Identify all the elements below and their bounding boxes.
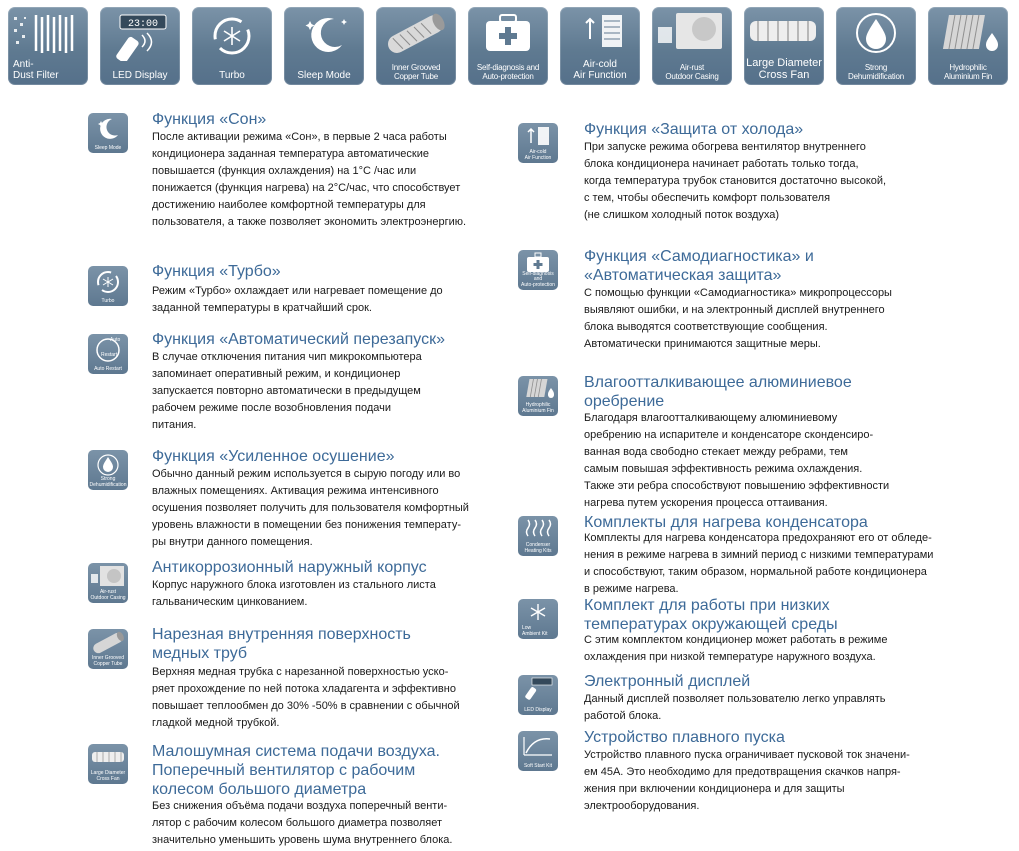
led-display-icon xyxy=(100,9,180,61)
feature-description: Верхняя медная трубка с нарезанной поверхностью уско- ряет прохождение по ней потока хладагента и эффективно повышает теплообмен до 30% -50% в сравнении с обычной гладкой медной трубкой. xyxy=(152,666,460,730)
feature-description: Комплекты для нагрева конденсатора предохраняют его от обледе- нения в режиме нагрева в зимний период с низкими температурами и способствуют, таким образом, нормальной работе кондиционера в режиме нагрева. xyxy=(584,532,934,595)
feature-description: Устройство плавного пуска ограничивает пусковой ток значени- ем 45А. Это необходимо для предотвращения скачков напря- жения при включении кондиционера и для защиты электрооборудования. xyxy=(584,749,910,813)
cross-fan-icon xyxy=(88,744,128,784)
top-icon-label: Turbo xyxy=(219,70,245,81)
feature-title: Комплекты для нагрева конденсатора xyxy=(584,514,868,531)
turbo-icon xyxy=(88,266,128,306)
self-diagnosis-tile xyxy=(468,7,548,85)
sleep-mode-icon xyxy=(88,113,128,153)
anti-dust-filter-icon xyxy=(8,9,88,61)
led-display-readout: 23:00 xyxy=(127,19,159,30)
feature-title: Функция «Защита от холода» xyxy=(584,121,804,138)
feature-description: В случае отключения питания чип микрокомпьютера запоминает оперативный режим, и кондиционер запускается повторно автоматически в предыдущем рабочем режиме после возобновления подачи питания. xyxy=(152,351,422,432)
top-icon-label: Large Diameter Cross Fan xyxy=(746,57,822,81)
cross-fan-icon xyxy=(744,9,824,61)
aluminium-fin-tile xyxy=(928,7,1008,85)
copper-tube-icon xyxy=(88,629,128,669)
feature-title: Устройство плавного пуска xyxy=(584,729,785,746)
auto-restart-icon-text: Restart xyxy=(101,352,118,358)
led-display-tile xyxy=(100,7,180,85)
feature-description: Благодаря влагоотталкивающему алюминиевому оребрению на испарителе и конденсаторе сконденсиро- ванная вода свободно стекает между ребрами, тем самым повышая эффективность режима охлаждения. Также эти ребра способствуют повышению эффективности нагрева путем ускорения процесса оттаивания. xyxy=(584,412,890,509)
feature-title: Комплект для работы при низких температурах окружающей среды xyxy=(584,597,838,633)
auto-restart-icon-text: Auto xyxy=(110,337,121,343)
top-icon-label: Self-diagnosis and Auto-protection xyxy=(476,63,540,81)
feature-description: С этим комплектом кондиционер может работать в режиме охлаждения при низкой температуре наружного воздуха. xyxy=(584,634,888,664)
feature-description: После активации режима «Сон», в первые 2 часа работы кондиционера заданная температура автоматические повышается (функция охлаждения) на 1°С /час или понижается (функция нагрева) на 2°С/час, что способствует достижению наиболее комфортной температуры для пользователя, а также позволяет экономить электроэнергию. xyxy=(152,131,467,229)
water-drop-icon xyxy=(88,450,128,490)
feature-icon-label: LED Display xyxy=(524,706,552,713)
feature-description: Режим «Турбо» охлаждает или нагревает помещение до заданной температуры в кратчайший срок. xyxy=(152,285,443,315)
feature-icon-label: Hydrophilic Aluminium Fin xyxy=(522,402,554,414)
feature-title: Функция «Турбо» xyxy=(152,263,281,280)
feature-icon-label: Auto Restart xyxy=(94,365,122,372)
feature-icon-label: Sleep Mode xyxy=(94,144,122,151)
air-rust-tile xyxy=(652,7,732,85)
top-icon-label: Sleep Mode xyxy=(297,70,351,81)
feature-title: Электронный дисплей xyxy=(584,673,751,690)
feature-title: Функция «Автоматический перезапуск» xyxy=(152,331,445,348)
copper-tube-icon xyxy=(376,9,456,61)
feature-title: Функция «Сон» xyxy=(152,111,267,128)
first-aid-kit-icon xyxy=(468,9,548,61)
sleep-mode-tile xyxy=(284,7,364,85)
feature-icon-label: Large Diameter Cross Fan xyxy=(90,770,126,782)
feature-icon-label: Air-rust Outdoor Casing xyxy=(90,589,126,601)
air-cold-icon xyxy=(518,123,558,163)
feature-description: При запуске режима обогрева вентилятор внутреннего блока кондиционера начинает работать только тогда, когда температура трубок становится достаточно высокой, с тем, чтобы обеспечить комфорт пользователя (не слишком холодный поток воздуха) xyxy=(584,141,887,222)
snowflake-icon xyxy=(518,599,558,639)
feature-title: Функция «Усиленное осушение» xyxy=(152,448,395,465)
feature-icon-strip xyxy=(8,7,1012,85)
feature-title: Функция «Самодиагностика» и «Автоматическая защита» xyxy=(584,248,814,284)
top-icon-label: Anti- Dust Filter xyxy=(13,59,59,81)
feature-icon-label: Inner Grooved Copper Tube xyxy=(92,655,124,667)
dehumidification-tile xyxy=(836,7,916,85)
anti-dust-filter-tile xyxy=(8,7,88,85)
turbo-tile xyxy=(192,7,272,85)
aluminium-fin-icon xyxy=(518,376,558,416)
soft-start-icon xyxy=(518,731,558,771)
top-icon-label: LED Display xyxy=(112,70,168,81)
feature-title: Нарезная внутренняя поверхность медных труб xyxy=(152,626,411,662)
air-cold-tile xyxy=(560,7,640,85)
top-icon-label: Air-rust Outdoor Casing xyxy=(665,63,719,81)
top-icon-label: Inner Grooved Copper Tube xyxy=(391,63,441,81)
moon-icon xyxy=(284,9,364,61)
feature-description: Обычно данный режим используется в сырую погоду или во влажных помещениях. Активация режима интенсивного осушения позволяет получить для пользователя комфортный уровень влажности в помещении без понижения температу- ры внутри данного помещения. xyxy=(152,468,469,549)
feature-description: С помощью функции «Самодиагностика» микропроцессоры выявляют ошибки, и на электронный дисплей внутреннего блока выводятся соответствующие сообщения. Автоматически принимаются защитные меры. xyxy=(584,287,892,351)
top-icon-label: Hydrophilic Aluminium Fin xyxy=(943,63,993,81)
outdoor-casing-icon xyxy=(88,563,128,603)
feature-title: Влагоотталкивающее алюминиевое оребрение xyxy=(584,374,852,410)
aluminium-fin-icon xyxy=(928,9,1008,61)
feature-icon-label: Strong Dehumidification xyxy=(89,476,127,488)
outdoor-unit-icon xyxy=(652,9,732,61)
feature-icon-label: Soft Start Kit xyxy=(523,762,553,769)
led-display-icon xyxy=(518,675,558,715)
top-icon-label: Air-cold Air Function xyxy=(573,59,627,81)
auto-restart-icon xyxy=(88,334,128,374)
feature-icon-label: Condenser Heating Kits xyxy=(524,542,552,554)
first-aid-kit-icon xyxy=(518,250,558,290)
feature-description: Данный дисплей позволяет пользователю легко управлять работой блока. xyxy=(584,693,886,723)
feature-description: Корпус наружного блока изготовлен из стального листа гальваническим цинкованием. xyxy=(152,579,436,609)
top-icon-label: Strong Dehumidification xyxy=(848,63,904,81)
feature-description: Без снижения объёма подачи воздуха поперечный венти- лятор с рабочим колесом большого диаметра позволяет значительно уменьшить уровень шума внутреннего блока. xyxy=(152,800,453,847)
cross-fan-tile xyxy=(744,7,824,85)
condenser-heating-icon xyxy=(518,516,558,556)
feature-icon-label: Turbo xyxy=(101,297,115,304)
feature-title: Антикоррозионный наружный корпус xyxy=(152,559,427,576)
copper-tube-tile xyxy=(376,7,456,85)
feature-icon-label: Low Ambient Kit xyxy=(522,625,548,637)
turbo-icon xyxy=(192,9,272,61)
feature-icon-label: Air-cold Air Function xyxy=(524,149,552,161)
water-drop-icon xyxy=(836,9,916,61)
feature-title: Малошумная система подачи воздуха. Поперечный вентилятор с рабочим колесом большого диаметра xyxy=(152,743,440,798)
air-cold-icon xyxy=(560,9,640,61)
feature-icon-label: Self-diagnosis and Auto-protection xyxy=(521,270,555,288)
